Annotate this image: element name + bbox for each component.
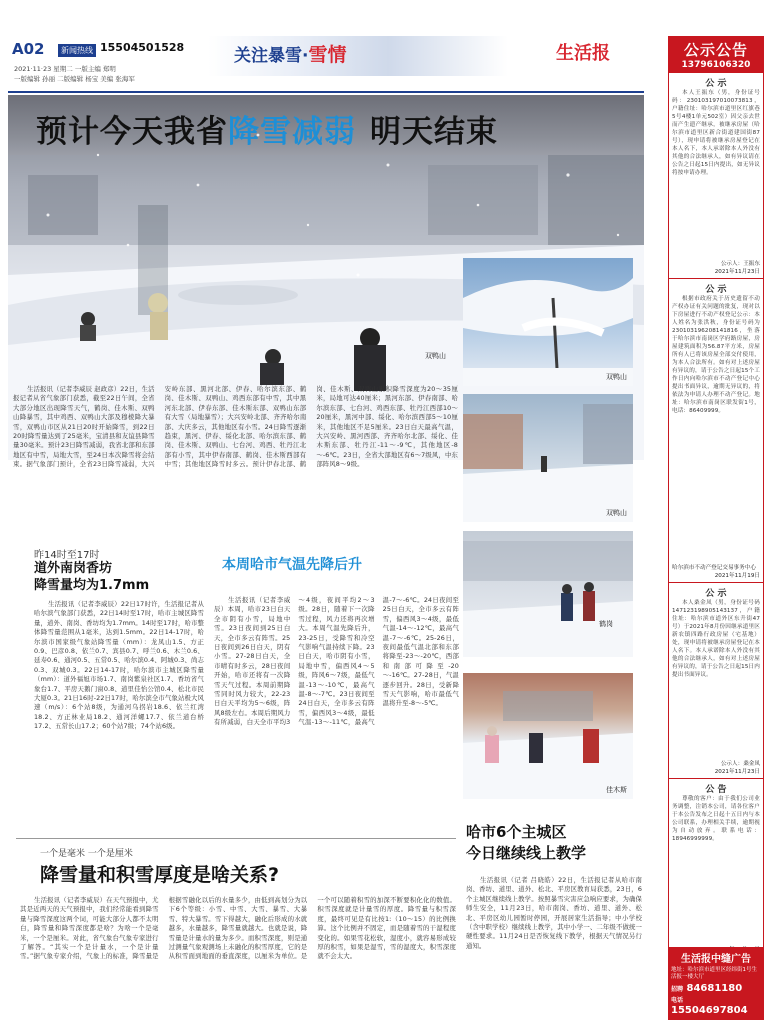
- school-article-text: 生活报讯（记者 吕晓皓）22日，生活报记者从哈市南岗、香坊、道里、道外、松北、平房区教育局获悉，23日，6个主城区继续线上教学。按照暴雪灾害应急响应要求，为确保师生安全，11月23日，哈市南岗、香坊、道里、道外、松北、平房区幼儿园暂时停园，开展居家生活指导；中小学校（含中职学校）继续线上教学，其中小学一、二年级不做统一硬性要求。11月24日是否恢复线下教学，根据天气情况另行通知。: [466, 876, 642, 950]
- notice-date: 2021年11月23日: [714, 769, 760, 775]
- snow-tree-illustration: [463, 258, 633, 386]
- ad-phone-1: 招聘 84681180: [671, 983, 743, 994]
- notice-sign: 哈尔滨市不动产登记交易事务中心: [672, 565, 756, 571]
- notice-text: 本人王振东（男，身份证号码：230103197010073813，户籍住址：哈尔滨市道里区红旗巷5号4楼1单元502室）因父亲去世而产生遗产继承，被继承房屋（哈尔滨市道里区新合街道建国街87号），现申请将被继承房屋登记在本人名下，本人承诺除本人外没有其他的合法继承人，如有异议请在公告之日起15日内提出，如无异议将按申请办理。: [672, 90, 760, 176]
- photo-jiamusi: [463, 673, 633, 799]
- notice-block-2: [669, 279, 763, 583]
- snow-depth-kicker: 一个是毫米 一个是厘米: [40, 849, 133, 859]
- photo-hegang: [463, 531, 633, 657]
- ad-phone-2: 电话 15504697804: [671, 997, 748, 1016]
- nangang-kicker: 昨14时至17时: [34, 550, 100, 561]
- snow-depth-title: 降雪量和积雪厚度是啥关系?: [40, 864, 280, 886]
- photo-caption: 佳木斯: [606, 786, 627, 794]
- photo-caption: 鹤岗: [599, 620, 613, 628]
- sidebar-phone: 13796106320: [681, 60, 751, 70]
- notice-text: 本人桑金凤（男，身份证号码147123198905143137，户籍住址：哈尔滨市道外区东升街47号）于2021年8月份因继承道里区新农镇四路行政房屋（宅基地）处，现申请将被继承房屋登记在本人名下。本人承诺除本人外没有其他的合法继承人，如有对上述房屋有异议的，请于公告之日起15日内提出书面异议。: [672, 600, 760, 678]
- temperature-article-text: 生活报讯（记者李威辰）本周，哈市23日白天全市阴有小雪，局地中雪。23日夜间到25日白天，全市多云有阵雪。25日夜间到26日白天，阴有小雪。27-28日白天，全市晴有时多云，28日夜间开始，哈市还将有一次降雪天气过程。本周前期降雪同时风力较大，22-23日白天平均为5～6级，阵风8级左右。本周后期风力有所减弱，白天全市平均3～4级，夜间平均2～3级。28日，随着下一次降雪过程，风力还将再次增大。本周气温先降后升，23-25日，受降雪和冷空气影响气温持续下降。23日白天，哈市阴有小雪，局地中雪，偏西风4～5级，阵风6～7级，最低气温-13～-10℃，最高气温-8～-7℃。23日夜间至24日白天，全市多云有阵雪，偏西风3～4级，最低气温-13～-11℃，最高气温-7～-6℃。24日夜间至25日白天，全市多云有阵雪，偏西风3～4级，最低气温-14～-12℃，最高气温-7～-6℃。25-26日，夜间最低气温北部和东部将降至-23～-20℃，西部和南部可降至-20～-16℃。27-28日，气温逐步回升。28日，受新降雪天气影响，哈市最低气温将升至-8～-5℃。: [214, 596, 459, 727]
- photo-caption: 双鸭山: [606, 373, 627, 381]
- photo-caption: 双鸭山: [606, 509, 627, 517]
- photo-caption-left: 双鸭山: [425, 352, 446, 360]
- snow-people-illustration: [463, 531, 633, 657]
- ad-title: 生活报中缝广告: [681, 954, 751, 965]
- notice-block-1: [669, 73, 763, 279]
- hotline-label: 新闻热线: [58, 44, 96, 57]
- masthead: [8, 36, 644, 92]
- temperature-title: 本周哈市气温先降后升: [222, 557, 362, 573]
- notice-title: 公 示: [705, 589, 727, 599]
- notice-date: 2021年11月19日: [714, 573, 760, 579]
- notice-text: 尊敬的客户：由于我们公司业务调整，注销本公司，请各位客户于本公告发布之日起十五日内与本公司联系，办理相关手续，逾期视为自动放弃。联系电话：18946999999。: [672, 796, 760, 842]
- notice-text: 根据市政府关于历史遗留不动产权办证有关问题的批复，现对以下房屋进行不动产权登记公示：本人姓名为张洪秋，身份证号码为230103196208141816，坐落于哈尔滨市南岗区学府路房屋，房屋建筑面积为56.87平方米，房屋所有人已将该房屋全部交付使用，为本人合法所有。如有对上述房屋有异议的，请于公告之日起15个工作日内向哈尔滨市不动产登记中心提出书面异议，逾期无异议的，将依法为申请人办理不动产登记。地址：哈尔滨市南岗区联发街1号，电话：86409999。: [672, 296, 760, 414]
- photo-shuangyashan-street: [463, 394, 633, 522]
- notice-block-4: [669, 779, 763, 956]
- snow-street-illustration: [463, 394, 633, 522]
- main-headline: 预计今天我省降雪减弱 明天结束: [36, 114, 498, 150]
- notice-title: 公 告: [705, 785, 727, 795]
- ad-address: 地址：哈尔滨市道里区经纬街1号生活报一楼大厅: [671, 967, 758, 980]
- newspaper-logo: 生活报: [556, 43, 610, 64]
- section-divider: [16, 838, 456, 839]
- page-number: A02: [12, 40, 45, 58]
- lead-article-text: 生活报讯（记者李威辰 赵政彦）22日，生活报记者从省气象部门获悉，截至22日午间，全省大部分地区出现降雪天气，鹤岗、佳木斯、双鸭山降暴雪，其中鸡西、双鸭山大部及穆棱降大暴雪，双鸭山市区从21日20时开始降雪，到22日20时降雪量达到了25毫米，宝清县和友谊县降雪量30毫米。预计23日降雪减弱，我省北部和东部地区有中雪，局地大雪，至24日本次降雪将会结束。据气象部门预计，全省23日降雪减弱，大兴安岭东部、黑河北部、伊春、哈尔滨东部、鹤岗、佳木斯、双鸭山、鸡西东部有中雪，其中黑河东北部、伊春东部、佳木斯东部、双鸭山东部有大雪（局地暴雪）；大兴安岭北部、齐齐哈尔南部、大庆多云，其他地区有小雪。24日降雪逐渐趋束，黑河、伊春、绥化北部、哈尔滨东部、鹤岗、佳木斯、双鸭山、七台河、鸡西、牡丹江北部有小雪，其中伊春南部、鹤岗、佳木斯西部有中雪；其他地区降雪时多云。预计伊春北部、鹤岗、佳木斯、双鸭山累积降雪深度为20～35厘米，局地可达40厘米；黑河东部、伊春南部、哈尔滨东部、七台河、鸡西东部、牡丹江西部10～20厘米，黑河中部、绥化、哈尔滨西部5～10厘米，其他地区不足5厘米。23日白天最高气温，大兴安岭、黑河西部、齐齐哈尔北部、绥化、佳木斯东部、牡丹江-11～-9℃，其他地区-8～-6℃。23日，全省大部地区有6～7级风，中东部阵风8～9级。: [13, 385, 458, 469]
- ad-block: [669, 947, 763, 1019]
- notice-block-3: [669, 583, 763, 779]
- photo-shuangyashan-tree: [463, 258, 633, 386]
- school-title: 哈市6个主城区 今日继续线上教学: [466, 823, 587, 862]
- notice-sign: 公示人：王振东: [720, 261, 760, 267]
- notice-sign: 公示人：桑金凤: [720, 761, 760, 767]
- snow-depth-article-text: 生活报讯（记者李威辰）在天气预报中，尤其是近两天的天气预报中，我们经常能看到降雪量与降雪深度这两个词，可能大部分人都不太明白，降雪量和降雪深度都是啥？为啥一个是毫米，一个是厘米。对此，省气象台气象专家进行了解答。“其实一个是计量水，一个是计量雪。”据气象专家介绍，气象上的标准，降雪量是根据雪融化以后的水量多少，由低到高划分为以下6个等级：小雪、中雪、大雪、暴雪、大暴雪、特大暴雪。雪下得越大，融化后形成的水就越多，水量越多，降雪量就越大。也就是说，降雪量是计量水的量为多少。而积雪深度，则是通过测量气象观测场上未融化的积雪厚度，它的是从积雪面到地面的垂直深度，以厘米为单位。是一个可以随着积雪的加深不断要积化化的数值。积雪深度就是计量雪的厚度。降雪量与积雪深度，最终可见是有比按1:（10～15）的比例换算。这个比例并不固定，而是随着雪的干湿程度变化的。如果雪花松软，湿度小，就容易形成较厚的积雪，如果是湿雪，雪的湿度大，积雪深度就不会太大。: [20, 896, 456, 961]
- sidebar-header: [669, 37, 763, 73]
- date-line: 2021·11·23 星期二 一版主编 郑明: [14, 65, 116, 73]
- nangang-article-text: 生活报讯（记者李威辰）22日17时许，生活报记者从哈尔滨气象部门获悉，22日14时至17时，哈市主城区降雪量，道外、南岗、香坊均为1.7mm。14时至17时，哈市整体降雪量范围从1毫米，达到1.5mm。22日14-17时，哈尔滨市国家级气象站降雪量（mm）：龙凤山1.5、方正0.9、巴彦0.8、依兰0.7、宾县0.7、呼兰0.6、木兰0.6、延寿0.6、通河0.5、五常0.5、哈尔滨0.4、阿城0.3、尚志0.3、双城0.3。22日14-17时，哈尔滨市主城区降雪量（mm）：道外福旭市场1.7、南岗紫泉社区1.7、香坊省气象台1.7、平房天鹅门窗0.8、道里佳怡公馆0.4、松北市民大厦0.3。21日16时-22日17时，哈尔滨全市气象站极大风速（m/s）：6个站8级，为通河乌拐岩18.6、依兰红湾18.2、方正林业局18.2、通河洋螺17.7、依兰道台桥17.2、五常长山17.2；60个站7级；74个站6级。: [34, 600, 204, 731]
- notice-title: 公 示: [705, 285, 727, 295]
- section-title: 关注暴雪·雪情: [234, 44, 347, 66]
- editor-line: 一版编辑 孙丽 二版编辑 杨宝 美编 张海军: [14, 75, 135, 83]
- hotline-number: 15504501528: [100, 41, 185, 54]
- notice-sidebar: [668, 36, 764, 1020]
- sidebar-title: 公示公告: [683, 41, 748, 59]
- notice-title: 公 示: [705, 79, 727, 89]
- header-rule: [8, 91, 644, 93]
- snow-children-illustration: [463, 673, 633, 799]
- nangang-title: 道外南岗香坊 降雪量均为1.7mm: [34, 561, 150, 593]
- notice-date: 2021年11月23日: [714, 269, 760, 275]
